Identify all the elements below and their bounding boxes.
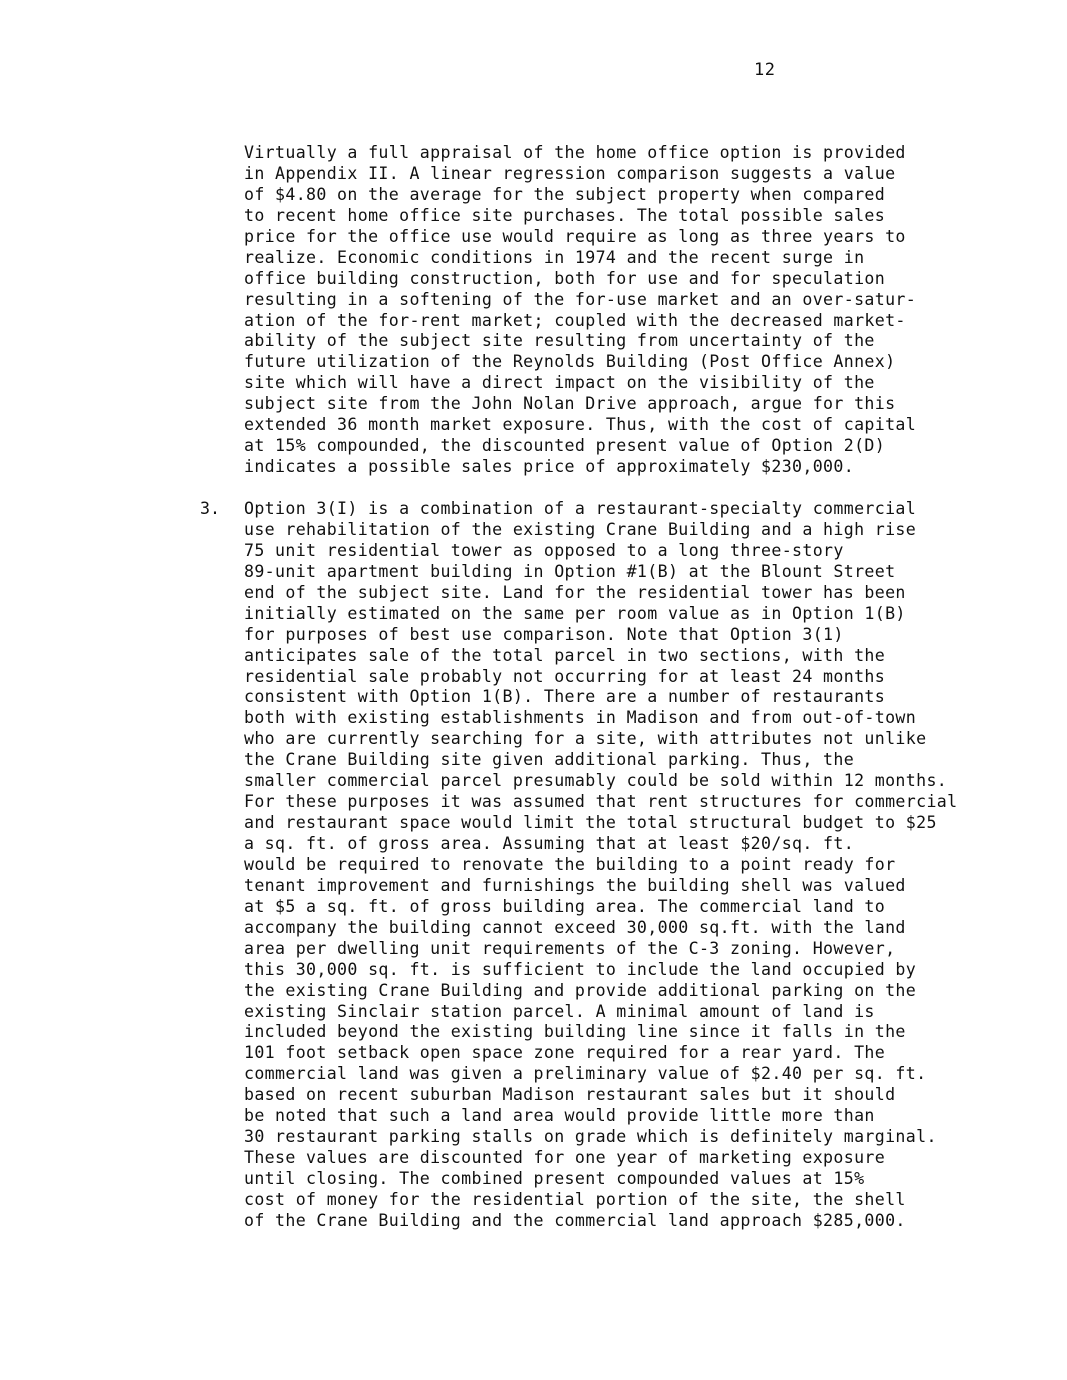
text-line: tenant improvement and furnishings the building shell was valued xyxy=(244,875,906,895)
text-line: ability of the subject site resulting from uncertainty of the xyxy=(244,331,875,351)
text-line: Virtually a full appraisal of the home office option is provided xyxy=(244,143,906,162)
text-line: 89-unit apartment building in Option #1(B) at the Blount Street xyxy=(244,561,896,581)
text-line: future utilization of the Reynolds Building (Post Office Annex) xyxy=(244,352,896,372)
text-line: consistent with Option 1(B). There are a number of restaurants xyxy=(244,687,886,707)
text-line: of $4.80 on the average for the subject property when compared xyxy=(244,184,886,204)
text-line: would be required to renovate the building to a point ready for xyxy=(244,854,896,874)
text-line: residential sale probably not occurring for at least 24 months xyxy=(244,666,886,686)
text-line: price for the office use would require as long as three years to xyxy=(244,226,906,246)
text-line: initially estimated on the same per room value as in Option 1(B) xyxy=(244,603,906,623)
text-line: cost of money for the residential portion of the site, the shell xyxy=(244,1189,906,1209)
text-line: use rehabilitation of the existing Crane Building and a high rise xyxy=(244,519,917,539)
text-line: end of the subject site. Land for the residential tower has been xyxy=(244,582,906,602)
text-line: For these purposes it was assumed that rent structures for commercial xyxy=(244,792,958,812)
text-line: the Crane Building site given additional parking. Thus, the xyxy=(244,750,855,770)
text-line: 101 foot setback open space zone required for a rear yard. The xyxy=(244,1043,886,1063)
text-line: both with existing establishments in Madison and from out-of-town xyxy=(244,708,917,728)
text-line: for purposes of best use comparison. Note that Option 3(1) xyxy=(244,624,844,644)
text-line: These values are discounted for one year of marketing exposure xyxy=(244,1148,886,1168)
text-line: realize. Economic conditions in 1974 and the recent surge in xyxy=(244,247,865,267)
text-line: a sq. ft. of gross area. Assuming that at least $20/sq. ft. xyxy=(244,834,855,853)
text-line: and restaurant space would limit the total structural budget to $25 xyxy=(244,813,937,833)
text-line: 30 restaurant parking stalls on grade which is definitely marginal. xyxy=(244,1127,937,1147)
text-line: Option 3(I) is a combination of a restaurant-specialty commercial xyxy=(244,499,917,518)
text-line: based on recent suburban Madison restaurant sales but it should xyxy=(244,1085,896,1105)
text-line: ation of the for-rent market; coupled with the decreased market- xyxy=(244,310,906,330)
text-line: who are currently searching for a site, with attributes not unlike xyxy=(244,729,927,749)
paragraph-home-office-option xyxy=(244,143,1034,478)
text-line: be noted that such a land area would provide little more than xyxy=(244,1106,875,1126)
text-line: subject site from the John Nolan Drive approach, argue for this xyxy=(244,394,896,414)
text-line: area per dwelling unit requirements of the C-3 zoning. However, xyxy=(244,938,896,958)
text-line: commercial land was given a preliminary value of $2.40 per sq. ft. xyxy=(244,1064,927,1084)
text-line: site which will have a direct impact on the visibility of the xyxy=(244,373,875,393)
text-line: 75 unit residential tower as opposed to a long three-story xyxy=(244,540,844,560)
text-line: at $5 a sq. ft. of gross building area. The commercial land to xyxy=(244,896,886,916)
list-number: 3. xyxy=(200,499,220,518)
text-line: existing Sinclair station parcel. A minimal amount of land is xyxy=(244,1001,875,1021)
text-line: resulting in a softening of the for-use market and an over-satur- xyxy=(244,289,917,309)
text-line: of the Crane Building and the commercial land approach $285,000. xyxy=(244,1210,906,1230)
text-line: extended 36 month market exposure. Thus, with the cost of capital xyxy=(244,415,917,435)
text-line: until closing. The combined present compounded values at 15% xyxy=(244,1169,865,1188)
text-line: included beyond the existing building line since it falls in the xyxy=(244,1022,906,1042)
text-line: indicates a possible sales price of approximately $230,000. xyxy=(244,457,855,477)
text-line: the existing Crane Building and provide additional parking on the xyxy=(244,980,917,1000)
paragraph-option-3 xyxy=(244,499,1034,1232)
text-line: smaller commercial parcel presumably could be sold within 12 months. xyxy=(244,771,948,791)
text-line: office building construction, both for use and for speculation xyxy=(244,268,886,288)
text-line: accompany the building cannot exceed 30,000 sq.ft. with the land xyxy=(244,917,906,937)
text-line: to recent home office site purchases. The total possible sales xyxy=(244,205,886,225)
page-number: 12 xyxy=(754,60,776,80)
text-line: at 15% compounded, the discounted present value of Option 2(D) xyxy=(244,436,886,456)
text-line: this 30,000 sq. ft. is sufficient to include the land occupied by xyxy=(244,959,917,979)
text-line: in Appendix II. A linear regression comparison suggests a value xyxy=(244,163,896,183)
text-line: anticipates sale of the total parcel in two sections, with the xyxy=(244,645,886,665)
